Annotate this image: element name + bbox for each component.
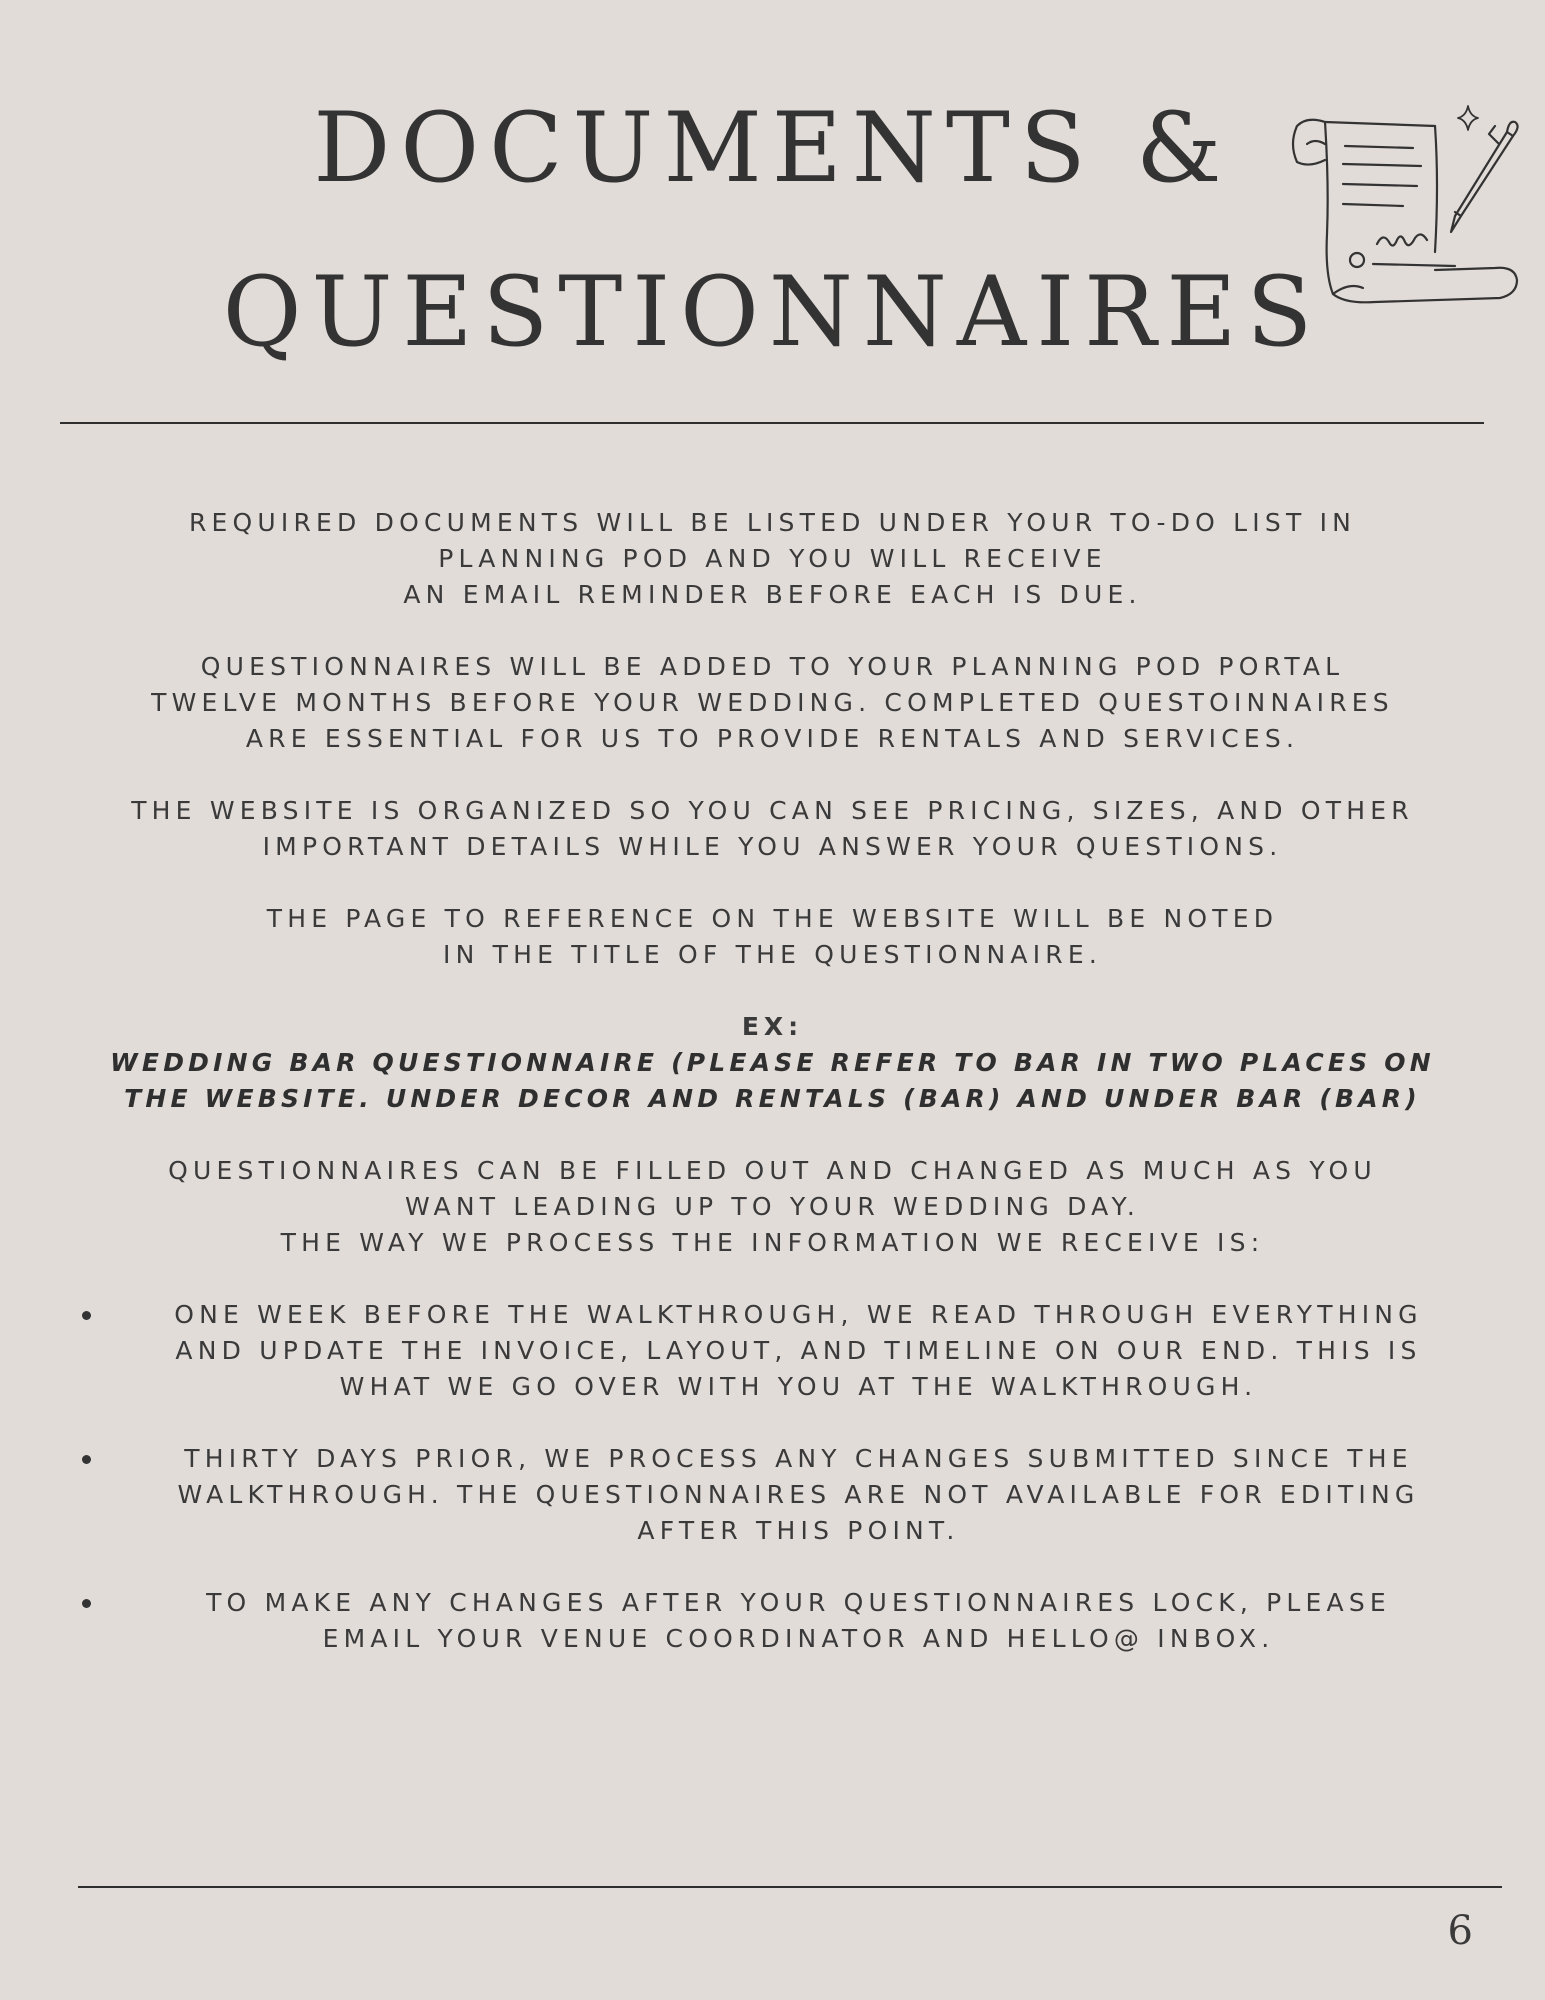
text-line: QUESTIONNAIRES WILL BE ADDED TO YOUR PLANNING POD PORTAL: [200, 652, 1345, 681]
process-bullet-list: [60, 1297, 1485, 1657]
paragraph-questionnaires-added: [60, 649, 1485, 757]
example-block: [60, 1009, 1485, 1117]
text-line: THIRTY DAYS PRIOR, WE PROCESS ANY CHANGES SUBMITTED SINCE THE: [184, 1444, 1413, 1473]
text-line: TO MAKE ANY CHANGES AFTER YOUR QUESTIONNAIRES LOCK, PLEASE: [206, 1588, 1391, 1617]
text-line: ONE WEEK BEFORE THE WALKTHROUGH, WE READ THROUGH EVERYTHING: [174, 1300, 1423, 1329]
bullet-dot-icon: [82, 1455, 91, 1464]
text-line: EMAIL YOUR VENUE COORDINATOR AND HELLO@ INBOX.: [322, 1624, 1275, 1653]
paragraph-page-reference: [60, 901, 1485, 973]
text-line: IMPORTANT DETAILS WHILE YOU ANSWER YOUR QUESTIONS.: [262, 832, 1283, 861]
example-text-line: THE WEBSITE. UNDER DECOR AND RENTALS (BAR) AND UNDER BAR (BAR): [124, 1084, 1421, 1113]
text-line: AFTER THIS POINT.: [637, 1516, 960, 1545]
text-line: WANT LEADING UP TO YOUR WEDDING DAY.: [405, 1192, 1140, 1221]
example-text-line: WEDDING BAR QUESTIONNAIRE (PLEASE REFER TO BAR IN TWO PLACES ON: [110, 1048, 1435, 1077]
text-line: THE WEBSITE IS ORGANIZED SO YOU CAN SEE PRICING, SIZES, AND OTHER: [131, 796, 1414, 825]
text-line: QUESTIONNAIRES CAN BE FILLED OUT AND CHANGED AS MUCH AS YOU: [168, 1156, 1377, 1185]
text-line: IN THE TITLE OF THE QUESTIONNAIRE.: [443, 940, 1102, 969]
document-body: [60, 505, 1485, 1693]
text-line: ARE ESSENTIAL FOR US TO PROVIDE RENTALS AND SERVICES.: [245, 724, 1300, 753]
text-line: THE PAGE TO REFERENCE ON THE WEBSITE WILL BE NOTED: [266, 904, 1279, 933]
top-divider: [60, 422, 1484, 424]
text-line: REQUIRED DOCUMENTS WILL BE LISTED UNDER YOUR TO-DO LIST IN: [188, 508, 1357, 537]
text-line: TWELVE MONTHS BEFORE YOUR WEDDING. COMPLETED QUESTOINNAIRES: [151, 688, 1394, 717]
bottom-divider: [78, 1886, 1502, 1888]
text-line: PLANNING POD AND YOU WILL RECEIVE: [438, 544, 1107, 573]
page-number: 6: [1447, 1908, 1473, 1954]
bullet-item: [60, 1441, 1485, 1549]
paragraph-required-documents: [60, 505, 1485, 613]
bullet-dot-icon: [82, 1599, 91, 1608]
paragraph-website-organized: [60, 793, 1485, 865]
bullet-dot-icon: [82, 1311, 91, 1320]
text-line: AN EMAIL REMINDER BEFORE EACH IS DUE.: [403, 580, 1142, 609]
page-title-line-1: DOCUMENTS &: [313, 92, 1232, 204]
bullet-item: [60, 1585, 1485, 1657]
scroll-with-pen-icon: [1285, 104, 1525, 314]
paragraph-questionnaires-changed: [60, 1153, 1485, 1261]
page-title-line-2: QUESTIONNAIRES: [222, 256, 1323, 368]
example-label: EX:: [741, 1012, 804, 1041]
text-line: WHAT WE GO OVER WITH YOU AT THE WALKTHROUGH.: [339, 1372, 1258, 1401]
bullet-item: [60, 1297, 1485, 1405]
text-line: WALKTHROUGH. THE QUESTIONNAIRES ARE NOT AVAILABLE FOR EDITING: [177, 1480, 1420, 1509]
text-line: AND UPDATE THE INVOICE, LAYOUT, AND TIMELINE ON OUR END. THIS IS: [175, 1336, 1422, 1365]
text-line: THE WAY WE PROCESS THE INFORMATION WE RECEIVE IS:: [280, 1228, 1265, 1257]
